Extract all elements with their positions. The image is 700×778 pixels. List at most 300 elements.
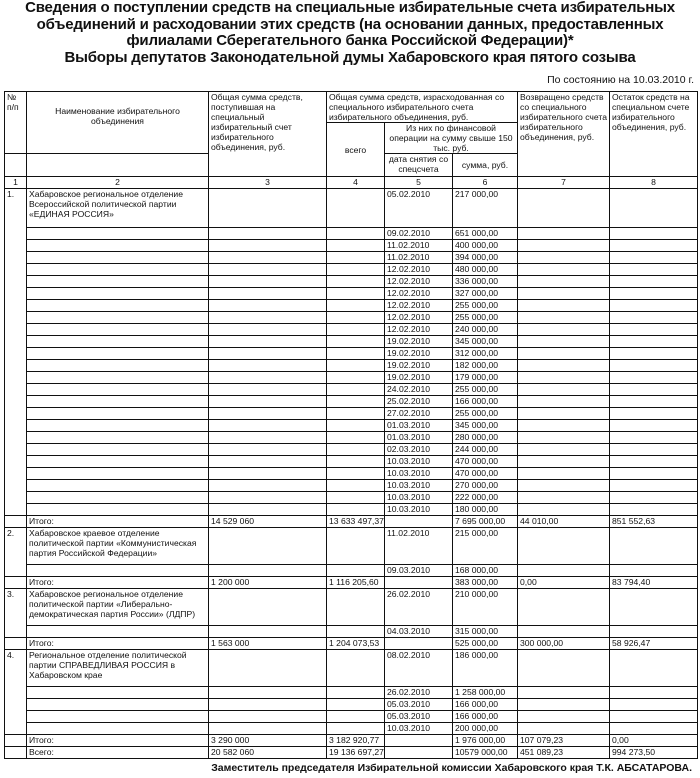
total-num-cell (5, 516, 27, 528)
spent-cell (327, 312, 385, 324)
balance-cell (610, 528, 698, 565)
balance-cell (610, 420, 698, 432)
total-balance: 851 552,63 (610, 516, 698, 528)
title-line: объединений и расходовании этих средств (на основании данных, предоставленных (36, 15, 664, 33)
received-cell (209, 300, 327, 312)
table-row (5, 699, 698, 711)
returned-cell (518, 687, 610, 699)
table-row (5, 240, 698, 252)
header-spent-total: всего (327, 123, 385, 177)
op-date: 04.03.2010 (385, 626, 453, 638)
op-date: 10.03.2010 (385, 480, 453, 492)
received-cell (209, 711, 327, 723)
op-date: 11.02.2010 (385, 252, 453, 264)
table-row (5, 687, 698, 699)
returned-cell (518, 336, 610, 348)
balance-cell (610, 480, 698, 492)
table-row (5, 189, 698, 228)
returned-cell (518, 626, 610, 638)
op-sum: 394 000,00 (453, 252, 518, 264)
balance-cell (610, 372, 698, 384)
total-spent: 1 116 205,60 (327, 577, 385, 589)
received-cell (209, 480, 327, 492)
name-cell (27, 360, 209, 372)
returned-cell (518, 300, 610, 312)
spent-cell (327, 468, 385, 480)
grand-large-ops: 10579 000,00 (453, 747, 518, 759)
header-balance: Остаток средств на специальном счете избирательного объединения, руб. (610, 92, 698, 177)
received-cell (209, 589, 327, 626)
table-row (5, 432, 698, 444)
op-sum: 210 000,00 (453, 589, 518, 626)
party-number: 3. (5, 589, 27, 638)
table-row (5, 348, 698, 360)
col-number: 4 (327, 177, 385, 189)
total-balance: 83 794,40 (610, 577, 698, 589)
table-row (5, 468, 698, 480)
spent-cell (327, 360, 385, 372)
table-row (5, 723, 698, 735)
received-cell (209, 384, 327, 396)
name-cell (27, 312, 209, 324)
name-cell (27, 687, 209, 699)
received-cell (209, 699, 327, 711)
returned-cell (518, 711, 610, 723)
op-date: 12.02.2010 (385, 300, 453, 312)
table-row (5, 456, 698, 468)
total-row (5, 577, 698, 589)
received-cell (209, 288, 327, 300)
received-cell (209, 360, 327, 372)
spent-cell (327, 240, 385, 252)
col-number: 5 (385, 177, 453, 189)
received-cell (209, 432, 327, 444)
name-cell (27, 252, 209, 264)
total-date-cell (385, 577, 453, 589)
total-balance: 58 926,47 (610, 638, 698, 650)
table-row (5, 372, 698, 384)
received-cell (209, 264, 327, 276)
col-number: 8 (610, 177, 698, 189)
name-cell (27, 456, 209, 468)
table-row (5, 300, 698, 312)
balance-cell (610, 396, 698, 408)
op-date: 12.02.2010 (385, 312, 453, 324)
total-large-ops: 383 000,00 (453, 577, 518, 589)
returned-cell (518, 240, 610, 252)
op-sum: 255 000,00 (453, 300, 518, 312)
op-date: 19.02.2010 (385, 372, 453, 384)
returned-cell (518, 699, 610, 711)
op-date: 26.02.2010 (385, 687, 453, 699)
returned-cell (518, 456, 610, 468)
returned-cell (518, 252, 610, 264)
returned-cell (518, 504, 610, 516)
op-date: 10.03.2010 (385, 456, 453, 468)
op-date: 27.02.2010 (385, 408, 453, 420)
op-sum: 179 000,00 (453, 372, 518, 384)
name-cell (27, 372, 209, 384)
received-cell (209, 687, 327, 699)
header-spent: Общая сумма средств, израсходованная со специального избирательного счета избирательного объединения, руб. (327, 92, 518, 123)
name-cell (27, 432, 209, 444)
op-sum: 651 000,00 (453, 228, 518, 240)
name-cell (27, 711, 209, 723)
returned-cell (518, 468, 610, 480)
name-cell (27, 420, 209, 432)
op-sum: 345 000,00 (453, 336, 518, 348)
name-cell (27, 444, 209, 456)
spent-cell (327, 324, 385, 336)
grand-date-cell (385, 747, 453, 759)
grand-total-row (5, 747, 698, 759)
spent-cell (327, 687, 385, 699)
grand-received: 20 582 060 (209, 747, 327, 759)
balance-cell (610, 492, 698, 504)
op-sum: 315 000,00 (453, 626, 518, 638)
op-sum: 255 000,00 (453, 384, 518, 396)
table-row (5, 396, 698, 408)
balance-cell (610, 189, 698, 228)
spent-cell (327, 626, 385, 638)
op-sum: 400 000,00 (453, 240, 518, 252)
received-cell (209, 396, 327, 408)
returned-cell (518, 189, 610, 228)
col-number: 7 (518, 177, 610, 189)
returned-cell (518, 360, 610, 372)
balance-cell (610, 348, 698, 360)
header-row (5, 92, 698, 123)
header-sum: сумма, руб. (453, 154, 518, 177)
balance-cell (610, 589, 698, 626)
table-row (5, 252, 698, 264)
received-cell (209, 420, 327, 432)
op-sum: 255 000,00 (453, 408, 518, 420)
header-num: № п/п (5, 92, 27, 154)
received-cell (209, 528, 327, 565)
grand-spent: 19 136 697,27 (327, 747, 385, 759)
op-sum: 270 000,00 (453, 480, 518, 492)
table-row (5, 504, 698, 516)
spent-cell (327, 300, 385, 312)
op-date: 02.03.2010 (385, 444, 453, 456)
name-cell (27, 565, 209, 577)
total-date-cell (385, 735, 453, 747)
document-title (0, 0, 700, 66)
funds-table (4, 91, 698, 759)
total-date-cell (385, 638, 453, 650)
party-name: Региональное отделение политической партии СПРАВЕДЛИВАЯ РОССИЯ в Хабаровском крае (27, 650, 209, 687)
total-received: 1 563 000 (209, 638, 327, 650)
balance-cell (610, 312, 698, 324)
total-large-ops: 1 976 000,00 (453, 735, 518, 747)
received-cell (209, 336, 327, 348)
op-sum: 345 000,00 (453, 420, 518, 432)
table-row (5, 626, 698, 638)
header-blank (5, 154, 27, 177)
op-sum: 182 000,00 (453, 360, 518, 372)
op-sum: 166 000,00 (453, 396, 518, 408)
op-date: 05.03.2010 (385, 699, 453, 711)
op-date: 08.02.2010 (385, 650, 453, 687)
op-sum: 240 000,00 (453, 324, 518, 336)
spent-cell (327, 444, 385, 456)
received-cell (209, 189, 327, 228)
name-cell (27, 723, 209, 735)
spent-cell (327, 565, 385, 577)
name-cell (27, 480, 209, 492)
table-row (5, 384, 698, 396)
op-sum: 480 000,00 (453, 264, 518, 276)
returned-cell (518, 565, 610, 577)
balance-cell (610, 723, 698, 735)
total-row (5, 735, 698, 747)
name-cell (27, 504, 209, 516)
op-sum: 312 000,00 (453, 348, 518, 360)
op-date: 10.03.2010 (385, 723, 453, 735)
balance-cell (610, 432, 698, 444)
received-cell (209, 228, 327, 240)
op-sum: 200 000,00 (453, 723, 518, 735)
total-label: Итого: (27, 735, 209, 747)
returned-cell (518, 264, 610, 276)
op-date: 12.02.2010 (385, 276, 453, 288)
op-date: 12.02.2010 (385, 288, 453, 300)
op-sum: 186 000,00 (453, 650, 518, 687)
table-row (5, 711, 698, 723)
balance-cell (610, 711, 698, 723)
op-sum: 166 000,00 (453, 699, 518, 711)
received-cell (209, 444, 327, 456)
header-name: Наименование избирательного объединения (27, 92, 209, 154)
spent-cell (327, 396, 385, 408)
total-spent: 13 633 497,37 (327, 516, 385, 528)
balance-cell (610, 444, 698, 456)
returned-cell (518, 420, 610, 432)
table-row (5, 228, 698, 240)
total-num-cell (5, 577, 27, 589)
total-label: Итого: (27, 638, 209, 650)
name-cell (27, 228, 209, 240)
balance-cell (610, 650, 698, 687)
op-sum: 327 000,00 (453, 288, 518, 300)
name-cell (27, 240, 209, 252)
returned-cell (518, 408, 610, 420)
balance-cell (610, 384, 698, 396)
table-row (5, 650, 698, 687)
returned-cell (518, 444, 610, 456)
op-sum: 1 258 000,00 (453, 687, 518, 699)
total-row (5, 516, 698, 528)
table-row (5, 288, 698, 300)
total-spent: 1 204 073,53 (327, 638, 385, 650)
grand-num-cell (5, 747, 27, 759)
table-row (5, 480, 698, 492)
op-date: 01.03.2010 (385, 420, 453, 432)
total-returned: 0,00 (518, 577, 610, 589)
header-large-ops: Из них по финансовой операции на сумму свыше 150 тыс. руб. (385, 123, 518, 154)
name-cell (27, 396, 209, 408)
grand-label: Всего: (27, 747, 209, 759)
op-date: 01.03.2010 (385, 432, 453, 444)
party-number: 4. (5, 650, 27, 735)
returned-cell (518, 384, 610, 396)
received-cell (209, 372, 327, 384)
name-cell (27, 336, 209, 348)
op-date: 19.02.2010 (385, 348, 453, 360)
party-number: 2. (5, 528, 27, 577)
header-received: Общая сумма средств, поступившая на специальный избирательный счет избирательного объединения, руб. (209, 92, 327, 177)
table-row (5, 264, 698, 276)
total-spent: 3 182 920,77 (327, 735, 385, 747)
table-row (5, 565, 698, 577)
spent-cell (327, 189, 385, 228)
op-sum: 280 000,00 (453, 432, 518, 444)
name-cell (27, 324, 209, 336)
signature-line: Заместитель председателя Избирательной комиссии Хабаровского края Т.К. АБСАТАРОВА. (211, 762, 692, 774)
table-row (5, 492, 698, 504)
total-large-ops: 525 000,00 (453, 638, 518, 650)
total-num-cell (5, 638, 27, 650)
op-date: 11.02.2010 (385, 240, 453, 252)
table-row (5, 528, 698, 565)
received-cell (209, 276, 327, 288)
balance-cell (610, 408, 698, 420)
op-date: 26.02.2010 (385, 589, 453, 626)
spent-cell (327, 492, 385, 504)
spent-cell (327, 252, 385, 264)
spent-cell (327, 228, 385, 240)
op-sum: 168 000,00 (453, 565, 518, 577)
returned-cell (518, 492, 610, 504)
name-cell (27, 408, 209, 420)
received-cell (209, 252, 327, 264)
balance-cell (610, 336, 698, 348)
spent-cell (327, 348, 385, 360)
returned-cell (518, 589, 610, 626)
total-received: 14 529 060 (209, 516, 327, 528)
table-row (5, 420, 698, 432)
spent-cell (327, 456, 385, 468)
op-date: 10.03.2010 (385, 504, 453, 516)
returned-cell (518, 480, 610, 492)
name-cell (27, 264, 209, 276)
balance-cell (610, 300, 698, 312)
name-cell (27, 288, 209, 300)
returned-cell (518, 288, 610, 300)
title-line: Выборы депутатов Законодательной думы Хабаровского края пятого созыва (64, 48, 636, 66)
returned-cell (518, 372, 610, 384)
spent-cell (327, 432, 385, 444)
table-row (5, 589, 698, 626)
received-cell (209, 456, 327, 468)
name-cell (27, 626, 209, 638)
balance-cell (610, 504, 698, 516)
op-date: 12.02.2010 (385, 324, 453, 336)
balance-cell (610, 699, 698, 711)
spent-cell (327, 699, 385, 711)
spent-cell (327, 504, 385, 516)
received-cell (209, 565, 327, 577)
party-number: 1. (5, 189, 27, 516)
returned-cell (518, 276, 610, 288)
spent-cell (327, 723, 385, 735)
col-number: 1 (5, 177, 27, 189)
op-date: 09.03.2010 (385, 565, 453, 577)
total-large-ops: 7 695 000,00 (453, 516, 518, 528)
op-date: 10.03.2010 (385, 468, 453, 480)
op-date: 09.02.2010 (385, 228, 453, 240)
title-line: Сведения о поступлении средств на специальные избирательные счета избирательных (25, 0, 675, 16)
returned-cell (518, 312, 610, 324)
returned-cell (518, 324, 610, 336)
spent-cell (327, 372, 385, 384)
as-of-date: По состоянию на 10.03.2010 г. (547, 74, 694, 86)
party-name: Хабаровское краевое отделение политической партии «Коммунистическая партия Российской Федерации» (27, 528, 209, 565)
op-sum: 215 000,00 (453, 528, 518, 565)
table-row (5, 444, 698, 456)
total-date-cell (385, 516, 453, 528)
balance-cell (610, 240, 698, 252)
party-name: Хабаровское региональное отделение Всероссийской политической партии «ЕДИНАЯ РОССИЯ» (27, 189, 209, 228)
returned-cell (518, 228, 610, 240)
total-balance: 0,00 (610, 735, 698, 747)
received-cell (209, 723, 327, 735)
grand-returned: 451 089,23 (518, 747, 610, 759)
received-cell (209, 240, 327, 252)
received-cell (209, 626, 327, 638)
op-date: 05.03.2010 (385, 711, 453, 723)
total-received: 3 290 000 (209, 735, 327, 747)
total-returned: 300 000,00 (518, 638, 610, 650)
name-cell (27, 300, 209, 312)
balance-cell (610, 468, 698, 480)
op-date: 24.02.2010 (385, 384, 453, 396)
op-date: 12.02.2010 (385, 264, 453, 276)
total-row (5, 638, 698, 650)
received-cell (209, 468, 327, 480)
received-cell (209, 348, 327, 360)
total-returned: 44 010,00 (518, 516, 610, 528)
party-name: Хабаровское региональное отделение политической партии «Либерально-демократическая партия России» (ЛДПР) (27, 589, 209, 626)
returned-cell (518, 723, 610, 735)
total-num-cell (5, 735, 27, 747)
spent-cell (327, 288, 385, 300)
spent-cell (327, 408, 385, 420)
balance-cell (610, 360, 698, 372)
table-row (5, 312, 698, 324)
received-cell (209, 408, 327, 420)
table-row (5, 360, 698, 372)
balance-cell (610, 687, 698, 699)
received-cell (209, 504, 327, 516)
balance-cell (610, 288, 698, 300)
total-label: Итого: (27, 577, 209, 589)
received-cell (209, 492, 327, 504)
balance-cell (610, 565, 698, 577)
op-date: 05.02.2010 (385, 189, 453, 228)
total-received: 1 200 000 (209, 577, 327, 589)
op-date: 10.03.2010 (385, 492, 453, 504)
name-cell (27, 468, 209, 480)
spent-cell (327, 336, 385, 348)
op-sum: 244 000,00 (453, 444, 518, 456)
table-row (5, 336, 698, 348)
op-sum: 470 000,00 (453, 456, 518, 468)
op-sum: 222 000,00 (453, 492, 518, 504)
returned-cell (518, 528, 610, 565)
received-cell (209, 650, 327, 687)
